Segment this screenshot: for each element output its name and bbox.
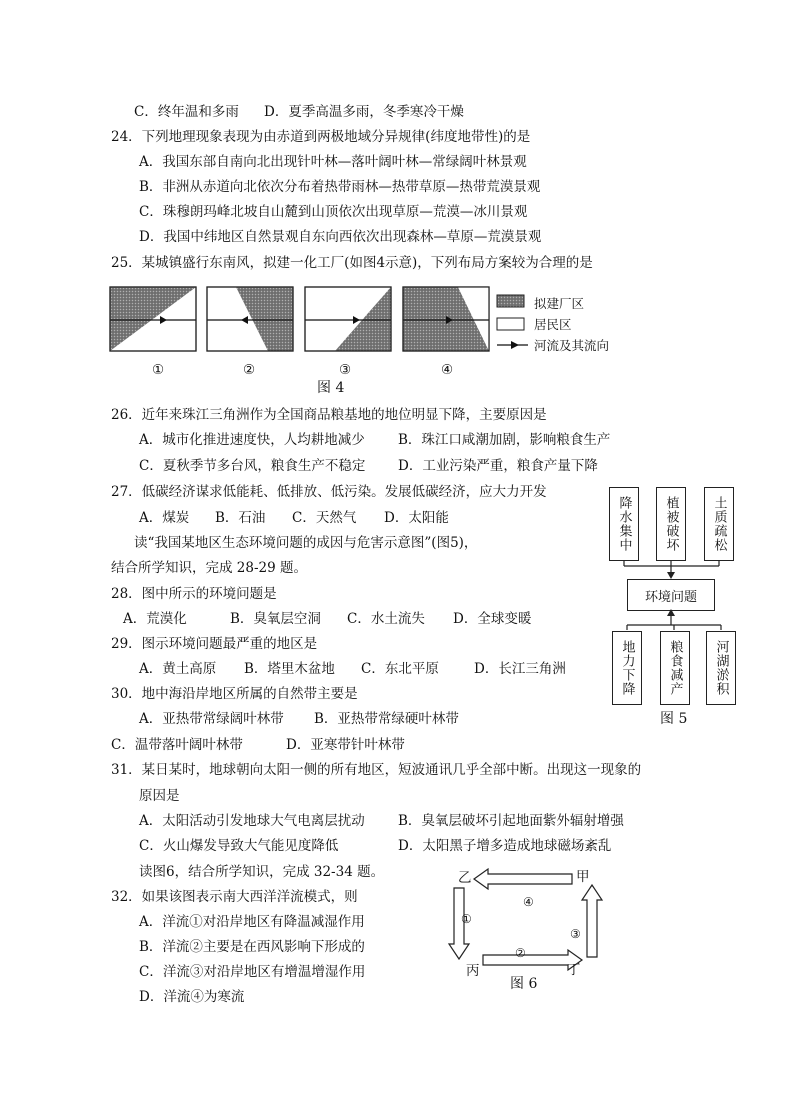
q26-option-a: A．城市化推进速度快，人均耕地减少	[139, 432, 365, 448]
fig6-arrow-top	[474, 869, 572, 889]
q31-stem-cont: 原因是	[139, 788, 180, 804]
fig6-corner-ne: 甲	[576, 869, 590, 885]
fig6-arrow-right	[582, 885, 602, 957]
q24-option-d: D．我国中纬地区自然景观自东向西依次出现森林—草原—荒漠景观	[139, 229, 542, 245]
fig5-cause-3: 土质疏松	[704, 487, 734, 561]
fig6-current-2: ②	[515, 946, 526, 960]
fig6-caption: 图 6	[510, 976, 538, 992]
q26-stem: 26．近年来珠江三角洲作为全国商品粮基地的地位明显下降，主要原因是	[111, 407, 547, 423]
fig5-cause-1: 降水集中	[609, 487, 639, 561]
q24-option-c: C．珠穆朗玛峰北坡自山麓到山顶依次出现草原—荒漠—冰川景观	[139, 204, 528, 220]
fig5-effect-2: 粮食减产	[660, 631, 690, 705]
q29-option-d: D．长江三角洲	[474, 661, 566, 677]
intro-28-29-line1: 读“我国某地区生态环境问题的成因与危害示意图”(图5)，	[134, 535, 478, 551]
fig6-corner-sw: 丙	[466, 963, 480, 979]
fig4-label-2: ②	[243, 362, 256, 378]
q27-option-d: D．太阳能	[384, 510, 449, 526]
fig6-corner-se: 丁	[567, 962, 581, 978]
q23-option-c: C．终年温和多雨	[134, 104, 239, 120]
fig5-center: 环境问题	[627, 579, 715, 611]
q29-option-a: A．黄土高原	[139, 661, 217, 677]
fig5-effect-1: 地力下降	[612, 631, 642, 705]
q29-option-b: B．塔里木盆地	[244, 661, 335, 677]
q30-stem: 30．地中海沿岸地区所属的自然带主要是	[111, 686, 358, 702]
fig6-current-1: ①	[461, 912, 472, 926]
q28-option-c: C．水土流失	[347, 611, 425, 627]
fig6-corner-nw: 乙	[458, 870, 472, 886]
q27-option-c: C．天然气	[292, 510, 357, 526]
fig5-effect-3: 河湖淤积	[706, 631, 736, 705]
q27-option-b: B．石油	[215, 510, 266, 526]
fig4-legend-factory: 拟建厂区	[534, 296, 585, 311]
q32-option-c: C．洋流③对沿岸地区有增温增湿作用	[139, 964, 366, 980]
q27-stem: 27．低碳经济谋求低能耗、低排放、低污染。发展低碳经济，应大力开发	[111, 484, 547, 500]
q23-option-d: D．夏季高温多雨，冬季寒冷干燥	[264, 104, 464, 120]
q32-stem: 32．如果该图表示南大西洋洋流模式，则	[111, 889, 358, 905]
intro-32-34: 读图6，结合所学知识，完成 32-34 题。	[139, 864, 385, 880]
q31-option-a: A．太阳活动引发地球大气电离层扰动	[139, 813, 365, 829]
q26-option-d: D．工业污染严重，粮食产量下降	[398, 458, 598, 474]
q28-option-d: D．全球变暖	[453, 611, 532, 627]
q31-option-b: B．臭氧层破坏引起地面紫外辐射增强	[398, 813, 624, 829]
q25-stem: 25．某城镇盛行东南风，拟建一化工厂(如图4示意)，下列布局方案较为合理的是	[111, 255, 593, 271]
q32-option-a: A．洋流①对沿岸地区有降温减湿作用	[139, 914, 365, 930]
q29-option-c: C．东北平原	[361, 661, 439, 677]
q26-option-b: B．珠江口咸潮加剧，影响粮食生产	[398, 432, 611, 448]
q30-option-d: D．亚寒带针叶林带	[286, 737, 405, 753]
q30-option-c: C．温带落叶阔叶林带	[111, 737, 243, 753]
q26-option-c: C．夏秋季节多台风，粮食生产不稳定	[139, 458, 366, 474]
fig4-label-4: ④	[441, 362, 454, 378]
fig4-legend-river: 河流及其流向	[534, 338, 610, 353]
q32-option-d: D．洋流④为寒流	[139, 989, 245, 1005]
q31-stem: 31．某日某时，地球朝向太阳一侧的所有地区，短波通讯几乎全部中断。出现这一现象的	[111, 762, 642, 778]
q29-stem: 29．图示环境问题最严重的地区是	[111, 636, 318, 652]
q31-option-c: C．火山爆发导致大气能见度降低	[139, 838, 339, 854]
q30-option-b: B．亚热带常绿硬叶林带	[314, 711, 459, 727]
fig4-label-3: ③	[339, 362, 352, 378]
q27-option-a: A．煤炭	[139, 510, 190, 526]
fig6-current-4: ④	[523, 895, 534, 909]
q28-option-b: B．臭氧层空洞	[230, 611, 321, 627]
q28-stem: 28．图中所示的环境问题是	[111, 586, 277, 602]
fig5-cause-2: 植被破坏	[656, 487, 686, 561]
intro-28-29-line2: 结合所学知识，完成 28-29 题。	[111, 560, 308, 576]
q24-stem: 24．下列地理现象表现为由赤道到两极地域分异规律(纬度地带性)的是	[111, 129, 531, 145]
fig5-caption: 图 5	[660, 711, 688, 727]
fig4-legend-residential: 居民区	[534, 317, 572, 332]
fig4-label-1: ①	[152, 362, 165, 378]
fig4-caption: 图 4	[317, 380, 345, 396]
q24-option-b: B．非洲从赤道向北依次分布着热带雨林—热带草原—热带荒漠景观	[139, 179, 541, 195]
q24-option-a: A．我国东部自南向北出现针叶林—落叶阔叶林—常绿阔叶林景观	[139, 154, 527, 170]
fig6-current-3: ③	[570, 927, 581, 941]
q31-option-d: D．太阳黑子增多造成地球磁场紊乱	[398, 838, 612, 854]
q30-option-a: A．亚热带常绿阔叶林带	[139, 711, 284, 727]
q32-option-b: B．洋流②主要是在西风影响下形成的	[139, 939, 365, 955]
q28-option-a: A．荒漠化	[123, 611, 187, 627]
